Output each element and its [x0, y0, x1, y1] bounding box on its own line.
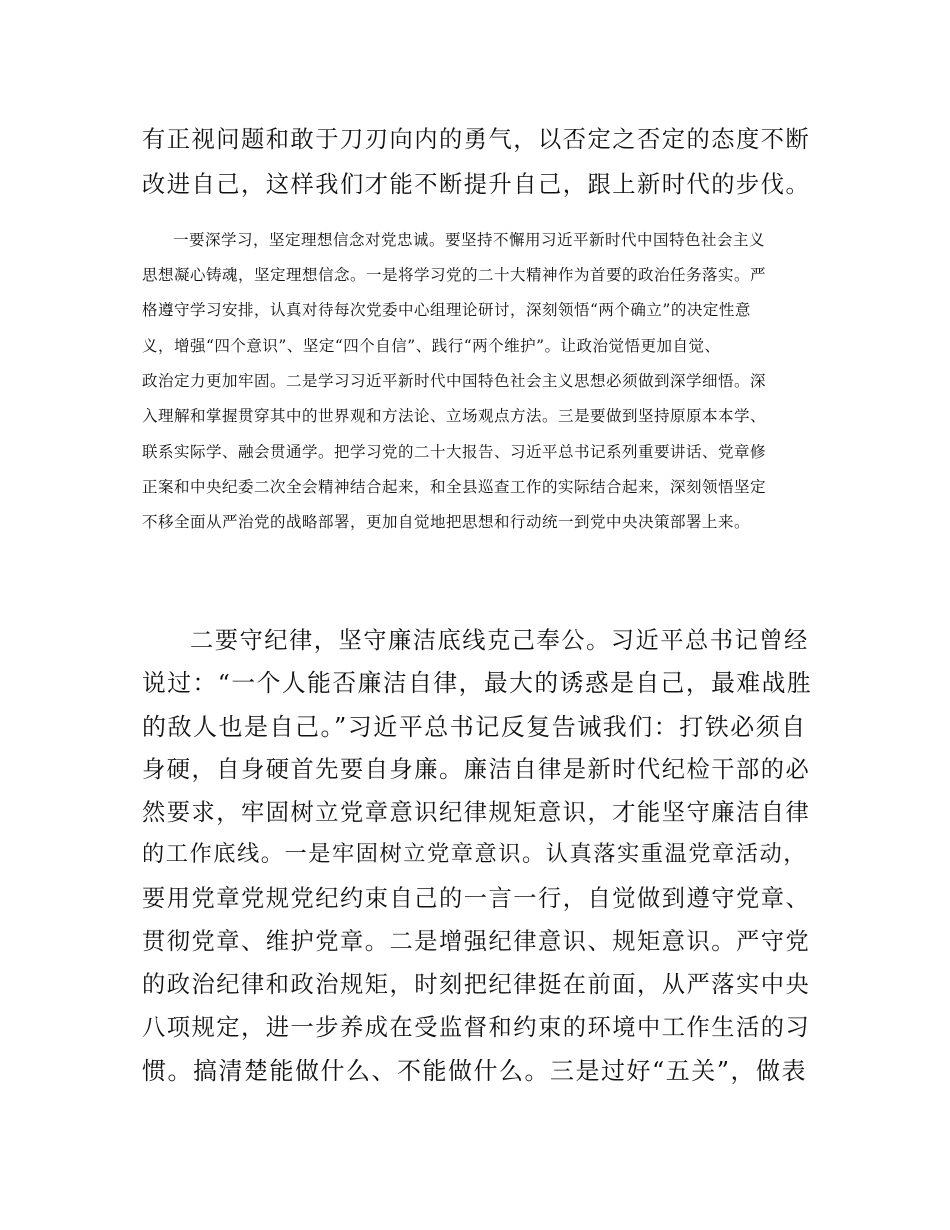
section2-line-7: 要用党章党规党纪约束自己的一言一行，自觉做到遵守党章、	[142, 885, 811, 912]
section1-line-7: 联系实际学、融会贯通学。把学习党的二十大报告、习近平总书记系列重要讲话、党章修	[142, 443, 767, 461]
intro-line-2: 改进自己，这样我们才能不断提升自己，跟上新时代的步伐。	[142, 171, 811, 198]
section1-line-9: 不移全面从严治党的战略部署，更加自觉地把思想和行动统一到党中央决策部署上来。	[142, 513, 751, 531]
section1-line-2: 思想凝心铸魂，坚定理想信念。一是将学习党的二十大精神作为首要的政治任务落实。严	[142, 266, 767, 284]
section2-line-3: 的敌人也是自己。”习近平总书记反复告诫我们：打铁必须自	[142, 713, 807, 741]
section2-line-5: 然要求，牢固树立党章意识纪律规矩意识，才能坚守廉洁自律	[142, 799, 811, 826]
section2-line-2: 说过：“一个人能否廉洁自律，最大的诱惑是自己，最难战胜	[142, 669, 813, 697]
section2-line-8: 贯彻党章、维护党章。二是增强纪律意识、规矩意识。严守党	[142, 928, 811, 955]
intro-line-1: 有正视问题和敢于刀刃向内的勇气，以否定之否定的态度不断	[142, 126, 811, 153]
section1-line-6: 入理解和掌握贯穿其中的世界观和方法论、立场观点方法。三是要做到坚持原原本本学、	[142, 407, 767, 425]
section1-line-3: 格遵守学习安排，认真对待每次党委中心组理论研讨，深刻领悟“两个确立”的决定性意	[142, 301, 751, 319]
section1-line-4: 义，增强“四个意识”、坚定“四个自信”、践行“两个维护”。让政治觉悟更加自觉、	[142, 337, 721, 355]
section2-line-6: 的工作底线。一是牢固树立党章意识。认真落实重温党章活动，	[142, 841, 807, 867]
section2-line-11: 惯。搞清楚能做什么、不能做什么。三是过好“五关”，做表	[142, 1057, 808, 1085]
section2-line-1: 二要守纪律，坚守廉洁底线克己奉公。习近平总书记曾经	[190, 627, 809, 654]
section1-line-8: 正案和中央纪委二次全会精神结合起来，和全县巡查工作的实际结合起来，深刻领悟坚定	[142, 478, 767, 496]
section1-line-1: 一要深学习，坚定理想信念对党忠诚。要坚持不懈用习近平新时代中国特色社会主义	[173, 231, 766, 249]
section2-line-9: 的政治纪律和政治规矩，时刻把纪律挺在前面，从严落实中央	[142, 971, 811, 998]
section2-line-10: 八项规定，进一步养成在受监督和约束的环境中工作生活的习	[142, 1014, 811, 1041]
section2-line-4: 身硬，自身硬首先要自身廉。廉洁自律是新时代纪检干部的必	[142, 756, 811, 783]
section1-line-5: 政治定力更加牢固。二是学习习近平新时代中国特色社会主义思想必须做到深学细悟。深	[142, 372, 767, 390]
